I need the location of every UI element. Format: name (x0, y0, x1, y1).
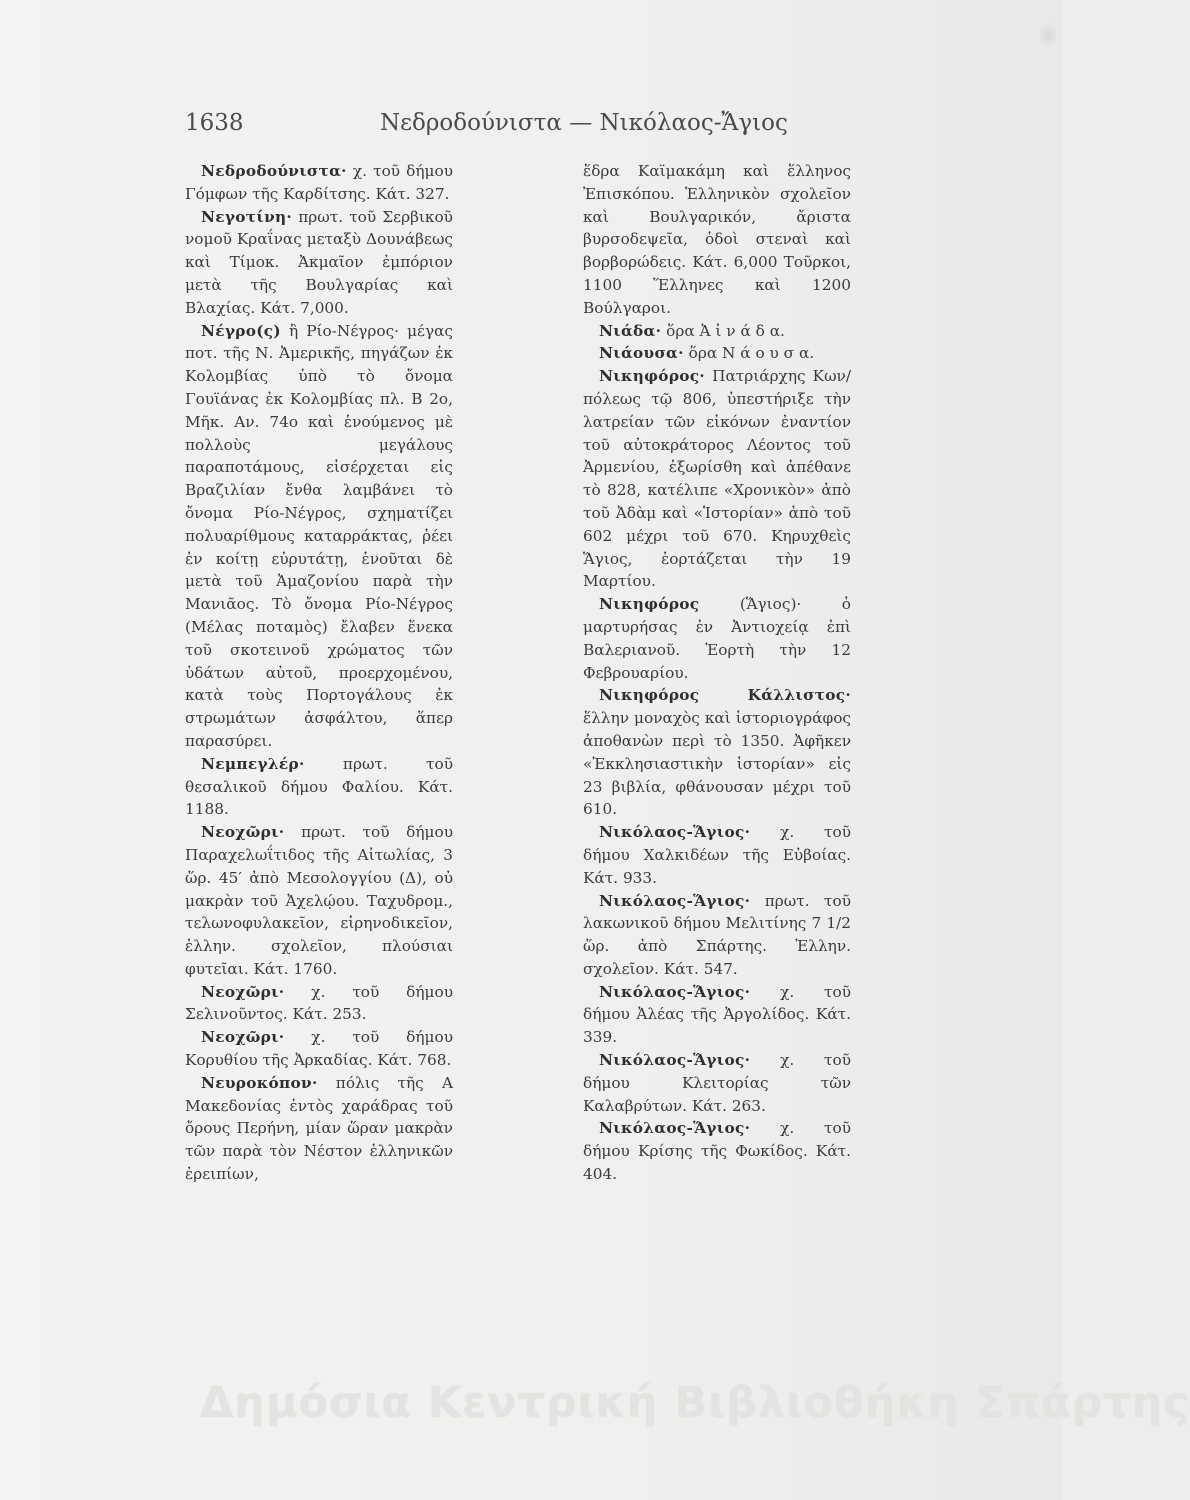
dictionary-entry (583, 342, 851, 365)
dictionary-entry (583, 320, 851, 343)
entry-text: χ. τοῦ δήμου Κορυθίου τῆς Ἀρκαδίας. Κάτ. 768. (185, 1028, 453, 1070)
entry-text: χ. τοῦ δήμου Κλειτορίας τῶν Καλαβρύτων. Κάτ. 263. (583, 1051, 851, 1115)
entry-text: πρωτ. τοῦ Σερβικοῦ νομοῦ Κραΐνας μεταξὺ Δουνάβεως καὶ Τίμοκ. Ἀκμαῖον ἐμπόριον μετὰ τῆς Βουλγαρίας καὶ Βλαχίας. Κάτ. 7,000. (185, 207, 453, 317)
entry-headword: Νεοχῶρι· (201, 982, 285, 1001)
entry-text: ἢ Ρίο-Νέγρος· μέγας ποτ. τῆς Ν. Ἀμερικῆς, πηγάζων ἐκ Κολομβίας ὑπὸ τὸ ὄνομα Γουϊάνας ἐκ Κολομβίας πλ. Β 2ο, Μῆκ. Αν. 74ο καὶ ἑνούμενος μὲ πολλοὺς μεγάλους παραποτάμους, εἰσέρχεται εἰς Βραζιλίαν ἔνθα λαμβάνει τὸ ὄνομα Ρίο-Νέγρος, σχηματίζει πολυαρίθμους καταρράκτας, ῥέει ἐν κοίτῃ εὐρυτάτῃ, ἑνοῦται δὲ μετὰ τοῦ Ἀμαζονίου παρὰ τὴν Μανιᾶος. Τὸ ὄνομα Ρίο-Νέγρος (Μέλας ποταμὸς) ἔλαβεν ἕνεκα τοῦ σκοτεινοῦ χρώματος τῶν ὑδάτων αὐτοῦ, προερχομένου, κατὰ τοὺς Πορτογάλους ἐκ στρωμάτων ἀσφάλτου, ἅπερ παρασύρει. (185, 321, 453, 750)
entry-headword: Νιάδα· (599, 321, 662, 340)
dictionary-entry (583, 365, 851, 593)
page-header (185, 110, 845, 150)
entry-text: ὅρα Ἀ ἰ ν ά δ α. (661, 321, 785, 340)
dictionary-entry (583, 981, 851, 1049)
dictionary-entry (185, 753, 453, 821)
entry-headword: Νεδροδούνιστα· (201, 162, 347, 180)
dictionary-entry (185, 160, 453, 206)
entry-text: χ. τοῦ δήμου Ἀλέας τῆς Ἀργολίδος. Κάτ. 339. (583, 982, 851, 1047)
entry-headword: Νικόλαος-Ἅγιος· (599, 1119, 751, 1138)
entry-headword: Νικηφόρος· (599, 367, 706, 386)
dictionary-entry (185, 981, 453, 1027)
entry-text: χ. τοῦ δήμου Σελινοῦντος. Κάτ. 253. (185, 982, 453, 1024)
entry-text: χ. τοῦ δήμου Κρίσης τῆς Φωκίδος. Κάτ. 404. (583, 1119, 851, 1184)
entry-text: ἕλλην μοναχὸς καὶ ἱστοριογράφος ἀποθανὼν περὶ τὸ 1350. Ἀφῆκεν «Ἐκκλησιαστικὴν ἱστορίαν» εἰς 23 βιβλία, φθάνουσαν μέχρι τοῦ 610. (583, 709, 851, 819)
entry-headword: Νεοχῶρι· (201, 823, 285, 842)
dictionary-entry (583, 684, 851, 821)
entry-text: πρωτ. τοῦ δήμου Παραχελωΐτιδος τῆς Αἰτωλίας, 3 ὥρ. 45′ ἀπὸ Μεσολογγίου (Δ), οὐ μακρὰν τοῦ Ἀχελῴου. Ταχυδρομ., τελωνοφυλακεῖον, εἰρηνοδικεῖον, ἑλλην. σχολεῖον, πλούσιαι φυτεῖαι. Κάτ. 1760. (185, 823, 453, 978)
entry-text: ἕδρα Καϊμακάμη καὶ ἕλληνος Ἐπισκόπου. Ἑλληνικὸν σχολεῖον καὶ Βουλγαρικόν, ἄριστα βυρσοδεψεῖα, ὁδοὶ στεναὶ καὶ βορβορώδεις. Κάτ. 6,000 Τοῦρκοι, 1100 Ἕλληνες καὶ 1200 Βούλγαροι. (583, 162, 851, 317)
right-column (583, 160, 851, 1186)
entry-headword: Νεγοτίνη· (201, 207, 293, 226)
dictionary-entry (583, 593, 851, 684)
dictionary-entry (185, 1026, 453, 1072)
dictionary-entry (583, 1117, 851, 1185)
entry-headword: Νικηφόρος (599, 595, 700, 614)
entry-text: πρωτ. τοῦ θεσαλικοῦ δήμου Φαλίου. Κάτ. 1188. (185, 754, 453, 819)
entry-headword: Νικόλαος-Ἅγιος· (599, 982, 751, 1001)
dictionary-entry (583, 1049, 851, 1117)
entry-text: πρωτ. τοῦ λακωνικοῦ δήμου Μελιτίνης 7 1/2 ὥρ. ἀπὸ Σπάρτης. Ἑλλην. σχολεῖον. Κάτ. 547. (583, 891, 851, 978)
entry-headword: Νευροκόπον· (201, 1073, 318, 1092)
dictionary-entry (185, 206, 453, 320)
dictionary-entry (583, 890, 851, 981)
dictionary-entry (185, 320, 453, 753)
page-number: 1638 (185, 110, 244, 136)
entry-headword: Νικόλαος-Ἅγιος· (599, 823, 751, 842)
entry-text: χ. τοῦ δήμου Γόμφων τῆς Καρδίτσης. Κάτ. 327. (185, 162, 453, 203)
entry-headword: Νεοχῶρι· (201, 1028, 285, 1047)
entry-text: ὅρα Ν ά ο υ σ α. (683, 344, 815, 363)
entry-text: (Ἅγιος)· ὁ μαρτυρήσας ἐν Ἀντιοχείᾳ ἐπὶ Βαλεριανοῦ. Ἑορτὴ τὴν 12 Φεβρουαρίου. (583, 595, 851, 682)
entry-headword: Νικόλαος-Ἅγιος· (599, 891, 751, 910)
entry-headword: Νέγρο(ς) (201, 321, 281, 340)
entry-headword: Νεμπεγλέρ· (201, 754, 305, 773)
library-watermark: Δημόσια Κεντρική Βιβλιοθήκη Σπάρτης (200, 1378, 1190, 1428)
entry-headword: Νικόλαος-Ἅγιος· (599, 1051, 751, 1070)
dictionary-entry (583, 821, 851, 889)
left-column (185, 160, 453, 1186)
entry-text: χ. τοῦ δήμου Χαλκιδέων τῆς Εὐβοίας. Κάτ. 933. (583, 823, 851, 887)
dictionary-entry (185, 1072, 453, 1186)
page-smudge (1040, 20, 1056, 50)
dictionary-entry-continuation (583, 160, 851, 320)
entry-headword: Νιάουσα· (599, 344, 684, 363)
entry-headword: Νικηφόρος Κάλλιστος· (599, 686, 851, 705)
dictionary-entry (185, 821, 453, 981)
entry-text: πόλις τῆς Α Μακεδονίας ἐντὸς χαράδρας τοῦ ὄρους Περήνη, μίαν ὥραν μακρὰν τῶν παρὰ τὸν Νέστον ἑλληνικῶν ἐρειπίων, (185, 1073, 453, 1184)
running-title: Νεδροδούνιστα — Νικόλαος-Ἄγιος (380, 110, 788, 136)
entry-text: Πατριάρχης Κων/πόλεως τῷ 806, ὑπεστήριξε τὴν λατρείαν τῶν εἰκόνων ἐναντίον τοῦ αὐτοκράτορος Λέοντος τοῦ Ἀρμενίου, ἐξωρίσθη καὶ ἀπέθανε τὸ 828, κατέλιπε «Χρονικὸν» ἀπὸ τοῦ Ἀδὰμ καὶ «Ἱστορίαν» ἀπὸ τοῦ 602 μέχρι τοῦ 670. Κηρυχθεὶς Ἅγιος, ἑορτάζεται τὴν 19 Μαρτίου. (583, 367, 851, 591)
